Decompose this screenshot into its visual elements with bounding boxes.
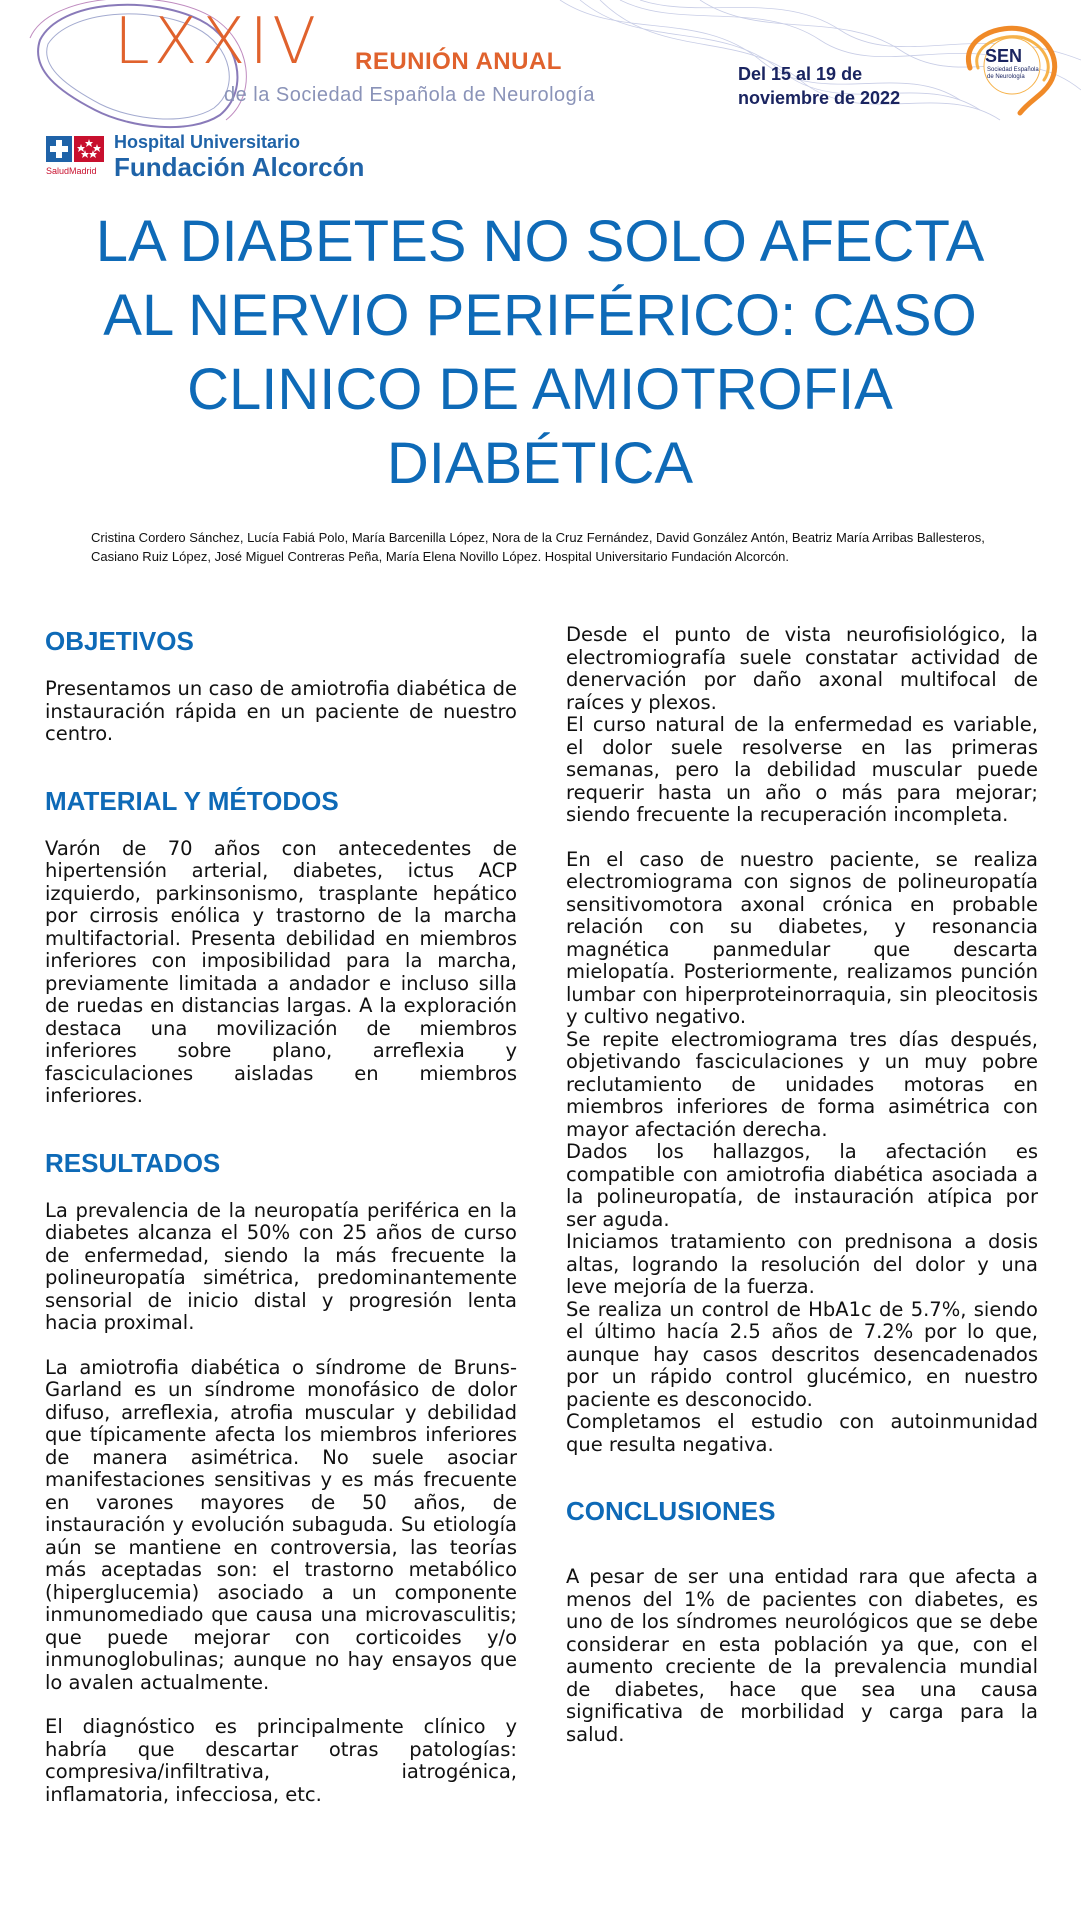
right-paragraph-1: Desde el punto de vista neurofisiológico, la electromiografía suele constatar actividad de denervación por daño axonal multifocal de raíces y plexos. [566, 623, 1038, 714]
sen-logo-subtitle: Sociedad Española de Neurología [987, 67, 1039, 80]
resultados-paragraph-3: El diagnóstico es principalmente clínico y habría que descartar otras patologías: compresiva/infiltrativa, iatrogénica, inflamatoria, infecciosa, etc. [45, 1715, 517, 1806]
heading-objetivos: OBJETIVOS [45, 626, 194, 656]
hospital-name-line-2: Fundación Alcorcón [114, 152, 365, 182]
event-dates [738, 62, 938, 110]
society-name: de la Sociedad Española de Neurología [224, 84, 595, 106]
left-column [45, 626, 517, 1806]
edition-number: LXXIV [114, 5, 320, 79]
heading-conclusiones: CONCLUSIONES [566, 1496, 776, 1526]
right-column [566, 624, 1038, 1746]
event-name: REUNIÓN ANUAL [355, 48, 562, 75]
right-paragraph-2: El curso natural de la enfermedad es variable, el dolor suele resolverse en las primeras semanas, pero la debilidad muscular puede requerir hasta un año o más para mejorar; siendo frecuente la recuperación incompleta. [566, 713, 1038, 826]
congress-banner [0, 0, 1081, 130]
right-paragraph-6: Iniciamos tratamiento con prednisona a dosis altas, logrando la resolución del dolor y una leve mejoría de la fuerza. [566, 1230, 1038, 1298]
right-paragraph-5: Dados los hallazgos, la afectación es compatible con amiotrofia diabética asociada a la polineuropatía, de instauración atípica por ser aguda. [566, 1140, 1038, 1231]
resultados-paragraph-1: La prevalencia de la neuropatía periférica en la diabetes alcanza el 50% con 25 años de curso de enfermedad, siendo la más frecuente la polineuropatía simétrica, predominantemente sensorial de inicio distal y progresión lenta hacia proximal. [45, 1198, 517, 1334]
heading-material: MATERIAL Y MÉTODOS [45, 785, 339, 816]
poster-title: LA DIABETES NO SOLO AFECTA AL NERVIO PERIFÉRICO: CASO CLINICO DE AMIOTROFIA DIABÉTICA [95, 209, 985, 496]
conclusiones-text: A pesar de ser una entidad rara que afecta a menos del 1% de pacientes con diabetes, es uno de los síndromes neurológicos que se debe considerar en esta población ya que, con el aumento creciente de la prevalencia mundial de diabetes, hace que sea una causa significativa de morbilidad y carga para la salud. [566, 1565, 1038, 1746]
dates-line-2: noviembre de 2022 [738, 88, 901, 108]
authors-list: Cristina Cordero Sánchez, Lucía Fabiá Polo, María Barcenilla López, Nora de la Cruz Fernández, David González Antón, Beatriz María Arribas Ballesteros, Casiano Ruiz López, José Miguel Contreras Peña, María Elena Novillo López. Hospital Universitario Fundación Alcorcón. [91, 530, 985, 564]
hospital-name-line-1: Hospital Universitario [114, 132, 301, 152]
dates-line-1: Del 15 al 19 de [738, 64, 863, 84]
heading-resultados: RESULTADOS [45, 1147, 221, 1178]
material-text: Varón de 70 años con antecedentes de hipertensión arterial, diabetes, ictus ACP izquierdo, parkinsonismo, trasplante hepático por cirrosis enólica y trastorno de la marcha multifactorial. Presenta debilidad en miembros inferiores con imposibilidad para la marcha, previamente limitada a andador e incluso silla de ruedas en distancias largas. A la exploración destaca una movilización de miembros inferiores sobre plano, arreflexia y fasciculaciones aisladas en miembros inferiores. [45, 836, 517, 1107]
right-paragraph-4: Se repite electromiograma tres días después, objetivando fasciculaciones y un muy pobre reclutamiento de unidades motoras en miembros inferiores de forma asimétrica con mayor afectación derecha. [566, 1027, 1038, 1141]
objetivos-text: Presentamos un caso de amiotrofia diabética de instauración rápida en un paciente de nuestro centro. [45, 677, 517, 745]
sen-logo-text: SEN [985, 46, 1023, 66]
right-paragraph-3: En el caso de nuestro paciente, se realiza electromiograma con signos de polineuropatía sensitivomotora axonal crónica en probable relación con su diabetes, y resonancia magnética panmedular que descarta mielopatía. Posteriormente, realizamos punción lumbar con hiperproteinorraquia, sin pleocitosis y cultivo negativo. [566, 847, 1038, 1028]
right-paragraph-7: Se realiza un control de HbA1c de 5.7%, siendo el último hacía 2.5 años de 7.2% por lo que, aunque hay casos descritos desencadenados por un rápido control glucémico, en nuestro paciente es desconocido. [566, 1297, 1038, 1411]
resultados-paragraph-2: La amiotrofia diabética o síndrome de Bruns-Garland es un síndrome monofásico de dolor difuso, arreflexia, atrofia muscular y debilidad que típicamente afecta los miembros inferiores de manera asimétrica. No suele asociar manifestaciones sensitivas y es más frecuente en varones mayores de 50 años, de instauración y evolución subaguda. Su etiología aún se mantiene en controversia, las teorías más aceptadas son: el trastorno metabólico (hiperglucemia) asociado a un componente inmunomediado que causa una microvasculitis; que puede mejorar con corticoides y/o inmunoglobulinas; aunque no hay ensayos que lo avalen actualmente. [45, 1355, 517, 1694]
right-paragraph-8: Completamos el estudio con autoinmunidad que resulta negativa. [566, 1410, 1038, 1456]
salud-madrid-label: SaludMadrid [46, 166, 97, 176]
